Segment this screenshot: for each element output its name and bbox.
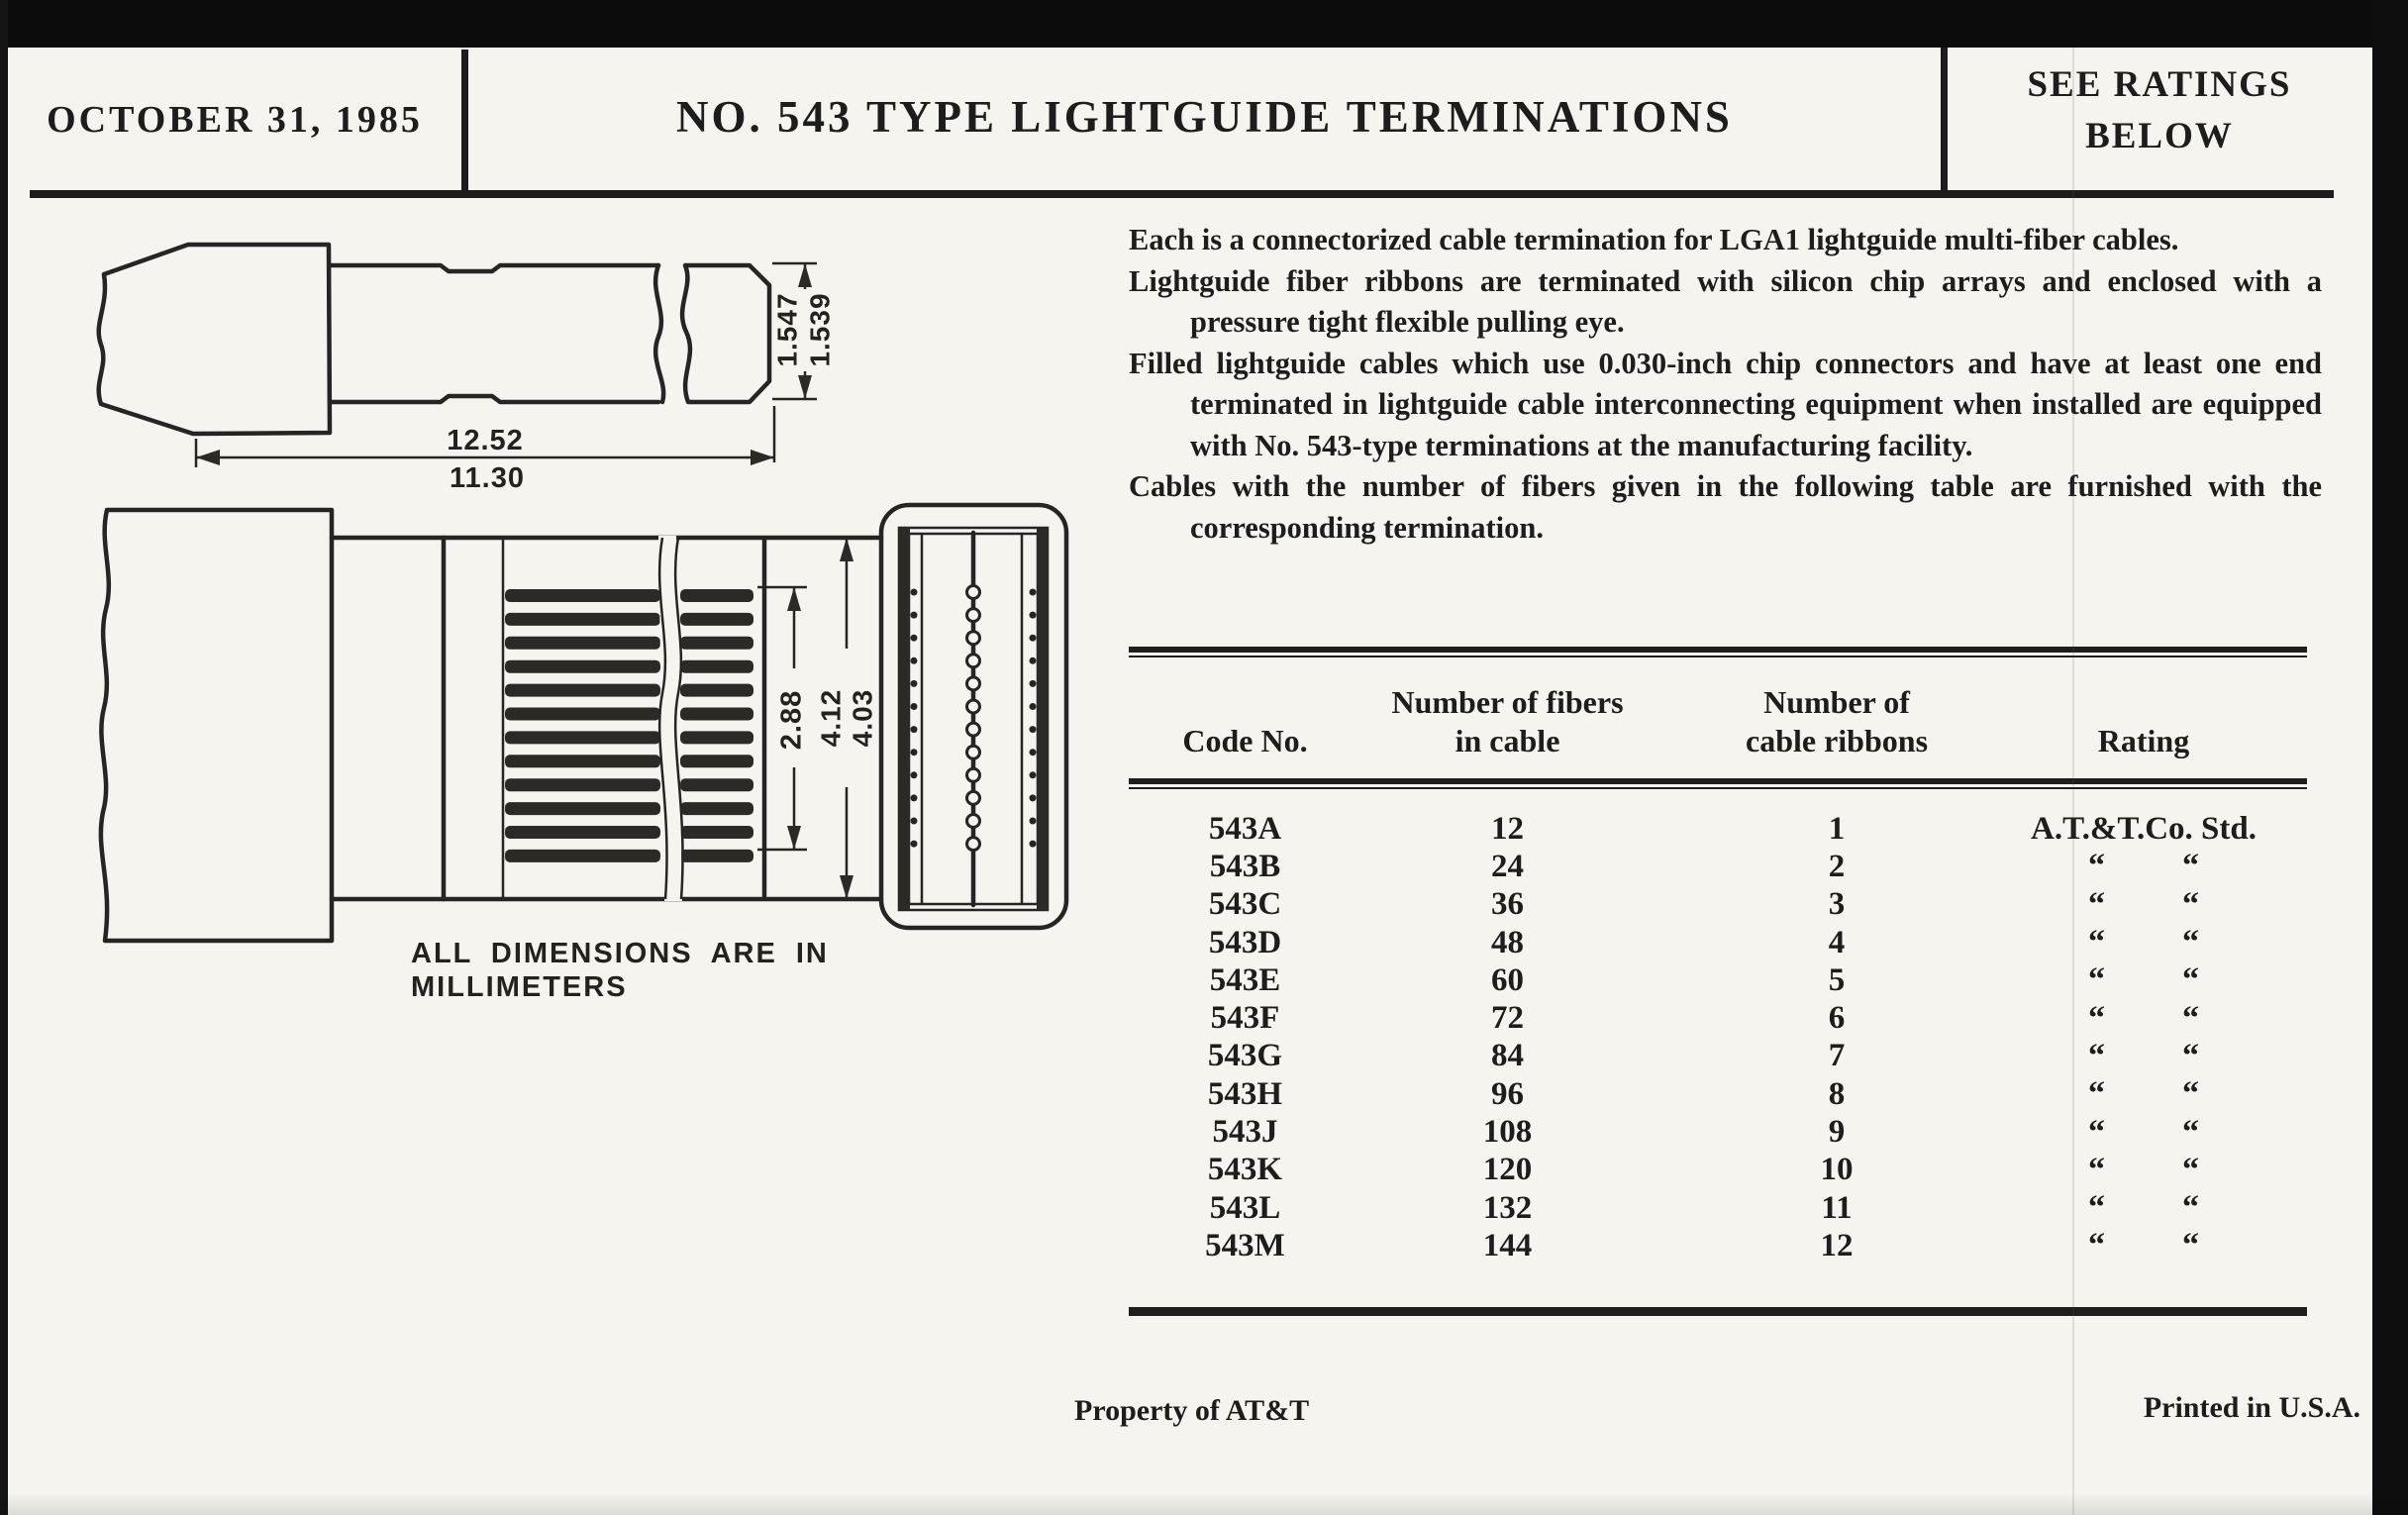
rating-ditto-cell — [2020, 1113, 2307, 1151]
code-cell: 543D — [1208, 924, 1282, 960]
end-cap — [682, 265, 769, 402]
ditto-mark: “ — [2088, 1075, 2105, 1113]
issue-date: OCTOBER 31, 1985 — [47, 99, 423, 141]
rating-ditto-cell — [2020, 999, 2307, 1037]
scan-border-top — [0, 0, 2408, 48]
paragraph: Cables with the number of fibers given in the following table are furnished with the corresponding termination. — [1129, 469, 2322, 545]
table-row — [1129, 1189, 2307, 1227]
fibers-cell: 72 — [1491, 1000, 1524, 1037]
ribbon-boot-ribs-right — [680, 589, 753, 862]
code-table-rows — [1129, 810, 2307, 1265]
code-cell: 543G — [1207, 1038, 1283, 1074]
ratings-note-line1: SEE RATINGS — [2027, 64, 2292, 105]
table-row — [1129, 1075, 2307, 1113]
rating-ditto-cell — [2020, 848, 2307, 885]
rating-ditto-cell — [2020, 885, 2307, 923]
ditto-mark: “ — [2088, 961, 2105, 999]
ribbons-cell: 8 — [1828, 1075, 1846, 1112]
fibers-cell: 12 — [1491, 810, 1524, 847]
code-cell: 543C — [1208, 886, 1282, 923]
page-fold-artifact — [2072, 48, 2074, 1515]
table-row — [1129, 1152, 2307, 1189]
ditto-mark: “ — [2088, 1189, 2105, 1227]
column-header-rating: Rating — [2097, 723, 2190, 758]
fibers-cell: 48 — [1491, 924, 1524, 960]
technical-drawings — [79, 218, 1129, 1010]
table-header-row — [1129, 683, 2307, 774]
ditto-mark: “ — [2182, 1113, 2199, 1151]
length-dim-upper: 12.52 — [447, 425, 524, 456]
header-divider-left — [461, 50, 468, 194]
end-view-left-wall — [899, 528, 910, 910]
ditto-mark: “ — [2088, 848, 2105, 885]
ditto-mark: “ — [2182, 1075, 2199, 1113]
shaft-bottom-edge — [330, 396, 658, 402]
paragraph: Each is a connectorized cable termination for LGA1 lightguide multi-fiber cables. — [1129, 223, 2179, 256]
pulling-eye-nose — [99, 245, 330, 434]
ditto-mark: “ — [2088, 1037, 2105, 1074]
end-view-right-wall — [1037, 528, 1048, 910]
body-height-dim-lower: 4.03 — [847, 688, 878, 748]
fibers-cell: 144 — [1482, 1227, 1533, 1263]
page-title: NO. 543 TYPE LIGHTGUIDE TERMINATIONS — [676, 92, 1733, 142]
height-dim-lower: 1.539 — [804, 292, 836, 367]
rating-ditto-cell — [2020, 961, 2307, 999]
rating-ditto-cell — [2020, 1151, 2307, 1188]
table-rule-header — [1129, 778, 2307, 789]
ribbons-cell: 6 — [1828, 1000, 1846, 1037]
length-dimension — [196, 406, 774, 494]
scan-border-left — [0, 0, 8, 1515]
rating-ditto-cell — [2020, 1189, 2307, 1227]
ditto-mark: “ — [2182, 1151, 2199, 1188]
rating-ditto-cell — [2020, 1037, 2307, 1074]
table-row — [1129, 1113, 2307, 1151]
side-view-drawing — [99, 245, 836, 494]
ditto-mark: “ — [2182, 961, 2199, 999]
ribbons-cell: 4 — [1828, 924, 1846, 960]
table-row — [1129, 886, 2307, 924]
table-row — [1129, 848, 2307, 885]
ribbons-cell: 11 — [1821, 1189, 1853, 1226]
fibers-cell: 24 — [1491, 848, 1524, 884]
fibers-cell: 84 — [1491, 1038, 1524, 1074]
code-cell: 543A — [1208, 810, 1282, 847]
break-gap — [658, 536, 682, 901]
fibers-cell: 120 — [1482, 1152, 1533, 1188]
cable-body — [101, 510, 332, 941]
height-dimension — [771, 263, 835, 399]
ditto-mark: “ — [2088, 999, 2105, 1037]
code-cell: 543K — [1207, 1152, 1283, 1188]
fibers-cell: 108 — [1482, 1114, 1533, 1151]
units-note-line1: ALL DIMENSIONS ARE IN — [411, 938, 829, 969]
length-dim-lower: 11.30 — [450, 462, 525, 494]
header-rule — [30, 190, 2334, 198]
code-cell: 543B — [1209, 848, 1281, 884]
break-line-left — [655, 265, 663, 402]
code-cell: 543F — [1210, 1000, 1280, 1037]
ribbons-cell: 2 — [1828, 848, 1846, 884]
paragraph: Lightguide fiber ribbons are terminated with silicon chip arrays and enclosed with a pressure tight flexible pulling eye. — [1129, 263, 2322, 339]
rating-ditto-cell — [2020, 1227, 2307, 1264]
ribbons-cell: 9 — [1828, 1114, 1846, 1151]
detail-view-drawing — [101, 505, 1066, 1003]
ribbon-boot-ribs-left — [505, 589, 660, 862]
ribbons-cell: 10 — [1820, 1152, 1854, 1188]
code-cell: 543H — [1207, 1075, 1283, 1112]
ditto-mark: “ — [2088, 1227, 2105, 1264]
shaft-top-edge — [330, 265, 658, 271]
ditto-mark: “ — [2088, 885, 2105, 923]
table-rule-top — [1129, 647, 2307, 657]
table-row — [1129, 1038, 2307, 1075]
column-header-code: Code No. — [1182, 723, 1308, 758]
height-dim-upper: 1.547 — [771, 292, 803, 367]
ribbons-cell: 7 — [1828, 1038, 1846, 1074]
ditto-mark: “ — [2182, 1189, 2199, 1227]
printed-notice: Printed in U.S.A. — [2143, 1391, 2360, 1424]
fibers-cell: 60 — [1491, 961, 1524, 998]
table-rule-bottom — [1129, 1307, 2307, 1316]
ditto-mark: “ — [2088, 924, 2105, 961]
fibers-cell: 96 — [1491, 1075, 1524, 1112]
table-row — [1129, 999, 2307, 1037]
ditto-mark: “ — [2182, 1227, 2199, 1264]
ribbons-cell: 3 — [1828, 886, 1846, 923]
table-row — [1129, 1227, 2307, 1264]
rating-ditto-cell — [2020, 1075, 2307, 1113]
ribbons-cell: 5 — [1828, 961, 1846, 998]
ratings-note-line2: BELOW — [2085, 116, 2234, 156]
ditto-mark: “ — [2182, 848, 2199, 885]
ditto-mark: “ — [2182, 999, 2199, 1037]
table-row — [1129, 924, 2307, 961]
scan-border-bottom — [0, 1493, 2408, 1515]
fibers-cell: 132 — [1482, 1189, 1533, 1226]
code-cell: 543L — [1209, 1189, 1281, 1226]
header-divider-right — [1941, 48, 1948, 194]
ditto-mark: “ — [2088, 1151, 2105, 1188]
property-notice: Property of AT&T — [1074, 1394, 1310, 1427]
code-cell: 543E — [1209, 961, 1281, 998]
ditto-mark: “ — [2182, 1037, 2199, 1074]
body-height-dim-upper: 4.12 — [815, 688, 847, 748]
ditto-mark: “ — [2182, 924, 2199, 961]
ditto-mark: “ — [2182, 885, 2199, 923]
units-note-line2: MILLIMETERS — [411, 971, 628, 1003]
rating-cell: A.T.&T.Co. Std. — [2031, 810, 2257, 847]
paragraph: Filled lightguide cables which use 0.030-inch chip connectors and have at least one end terminated in lightguide cable interconnecting equipment when installed are equipped with No. 543-type terminations at the manufacturing facility. — [1129, 346, 2322, 462]
ribbons-cell: 12 — [1820, 1227, 1854, 1263]
fibers-cell: 36 — [1491, 886, 1524, 923]
code-cell: 543M — [1205, 1227, 1285, 1263]
ditto-mark: “ — [2088, 1113, 2105, 1151]
column-header-fibers: Number of fibers in cable — [1391, 684, 1624, 758]
end-view — [881, 505, 1066, 928]
body-height-dimension — [815, 538, 877, 899]
column-header-ribbons: Number of cable ribbons — [1745, 684, 1929, 758]
code-cell: 543J — [1212, 1114, 1278, 1151]
table-row — [1129, 961, 2307, 999]
rating-ditto-cell — [2020, 924, 2307, 961]
ribbon-stack-dim-text: 2.88 — [775, 689, 808, 751]
description-paragraphs — [1129, 220, 2322, 549]
ribbons-cell: 1 — [1828, 810, 1846, 847]
ratings-note — [1948, 51, 2371, 170]
scan-border-right — [2372, 0, 2408, 1515]
table-row — [1129, 810, 2307, 848]
units-note — [411, 938, 829, 1003]
